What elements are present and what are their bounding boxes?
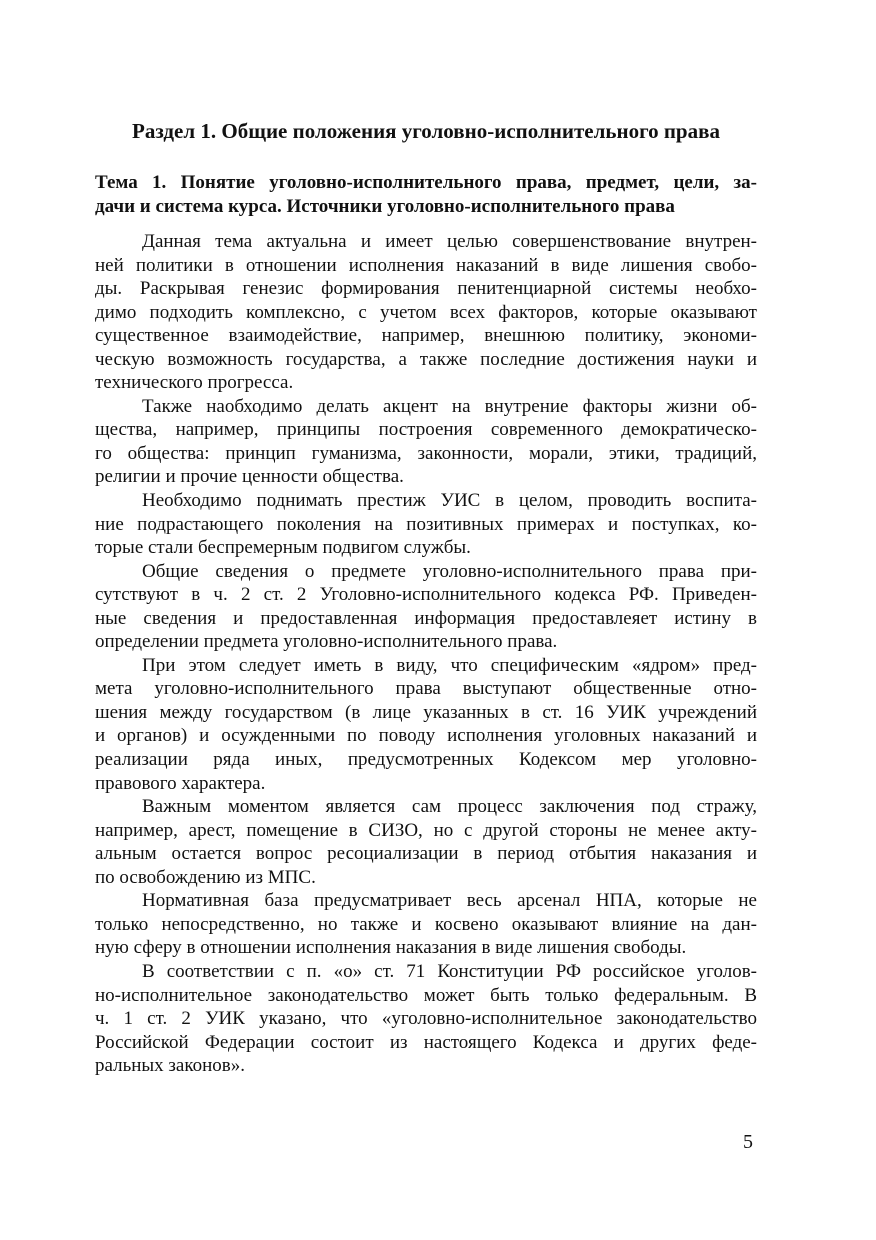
paragraph-line: Российской Федерации состоит из настоящего Кодекса и других феде- bbox=[95, 1031, 757, 1053]
paragraph-line: димо подходить комплексно, с учетом всех факторов, которые оказывают bbox=[95, 301, 757, 323]
paragraph-line: ды. Раскрывая генезис формирования пенитенциарной системы необхо- bbox=[95, 278, 757, 300]
paragraph-line: Общие сведения о предмете уголовно-исполнительного права при- bbox=[142, 560, 757, 582]
paragraph bbox=[95, 960, 757, 1078]
paragraph-line: только непосредственно, но также и косвено оказывают влияние на дан- bbox=[95, 913, 757, 935]
paragraph-line: например, арест, помещение в СИЗО, но с другой стороны не менее акту- bbox=[95, 819, 757, 841]
section-title: Раздел 1. Общие положения уголовно-исполнительного права bbox=[132, 119, 720, 143]
paragraph-line: Также наобходимо делать акцент на внутрение факторы жизни об- bbox=[142, 395, 757, 417]
paragraph-line: альным остается вопрос ресоциализации в период отбытия наказания и bbox=[95, 843, 757, 865]
paragraph-line: мета уголовно-исполнительного права выступают общественные отно- bbox=[95, 678, 757, 700]
paragraph-line: При этом следует иметь в виду, что специфическим «ядром» пред- bbox=[142, 654, 757, 676]
paragraph-line: ральных законов». bbox=[95, 1055, 246, 1077]
paragraph bbox=[95, 395, 757, 489]
paragraph bbox=[95, 654, 757, 795]
paragraph-line: Необходимо поднимать престиж УИС в целом, проводить воспита- bbox=[142, 490, 757, 512]
paragraph-line: ч. 1 ст. 2 УИК указано, что «уголовно-исполнительное законодательство bbox=[95, 1008, 757, 1030]
paragraph-line: правового характера. bbox=[95, 772, 266, 794]
paragraph-line: ную сферу в отношении исполнения наказания в виде лишения свободы. bbox=[95, 937, 687, 959]
paragraph-line: но-исполнительное законодательство может быть только федеральным. В bbox=[95, 984, 757, 1006]
page-number: 5 bbox=[743, 1131, 753, 1153]
paragraph bbox=[95, 230, 757, 395]
paragraph bbox=[95, 795, 757, 889]
paragraph-line: ней политики в отношении исполнения наказаний в виде лишения свобо- bbox=[95, 254, 757, 276]
paragraph-line: религии и прочие ценности общества. bbox=[95, 466, 404, 488]
topic-title-line: Тема 1. Понятие уголовно-исполнительного права, предмет, цели, за- bbox=[95, 172, 757, 193]
topic-title-line: дачи и система курса. Источники уголовно-исполнительного права bbox=[95, 196, 675, 217]
paragraph bbox=[95, 560, 757, 654]
paragraph-line: шения между государством (в лице указанных в ст. 16 УИК учреждений bbox=[95, 701, 757, 723]
paragraph-line: и органов) и осужденными по поводу исполнения уголовных наказаний и bbox=[95, 725, 757, 747]
paragraph-line: Нормативная база предусматривает весь арсенал НПА, которые не bbox=[142, 890, 757, 912]
paragraph-line: определении предмета уголовно-исполнительного права. bbox=[95, 631, 558, 653]
paragraph-line: по освобождению из МПС. bbox=[95, 866, 316, 888]
paragraph-line: В соответствии с п. «о» ст. 71 Конституции РФ российское уголов- bbox=[142, 960, 757, 982]
paragraph-line: существенное взаимодействие, например, внешнюю политику, экономи- bbox=[95, 325, 757, 347]
paragraph-line: реализации ряда иных, предусмотренных Кодексом мер уголовно- bbox=[95, 749, 757, 771]
paragraph-line: ные сведения и предоставленная информация предоставлеяет истину в bbox=[95, 607, 757, 629]
body-text bbox=[95, 230, 757, 1078]
paragraph-line: ческую возможность государства, а также последние достижения науки и bbox=[95, 348, 757, 370]
paragraph bbox=[95, 889, 757, 960]
paragraph-line: щества, например, принципы построения современного демократическо- bbox=[95, 419, 757, 441]
paragraph-line: Данная тема актуальна и имеет целью совершенствование внутрен- bbox=[142, 231, 757, 252]
paragraph-line: го общества: принцип гуманизма, законности, морали, этики, традиций, bbox=[95, 442, 757, 464]
topic-title bbox=[95, 171, 757, 219]
paragraph-line: Важным моментом является сам процесс заключения под стражу, bbox=[142, 796, 757, 818]
paragraph-line: технического прогресса. bbox=[95, 372, 294, 394]
paragraph-line: торые стали беспремерным подвигом службы. bbox=[95, 537, 471, 559]
paragraph-line: сутствуют в ч. 2 ст. 2 Уголовно-исполнительного кодекса РФ. Приведен- bbox=[95, 584, 757, 606]
paragraph bbox=[95, 489, 757, 560]
paragraph-line: ние подрастающего поколения на позитивных примерах и поступках, ко- bbox=[95, 513, 757, 535]
